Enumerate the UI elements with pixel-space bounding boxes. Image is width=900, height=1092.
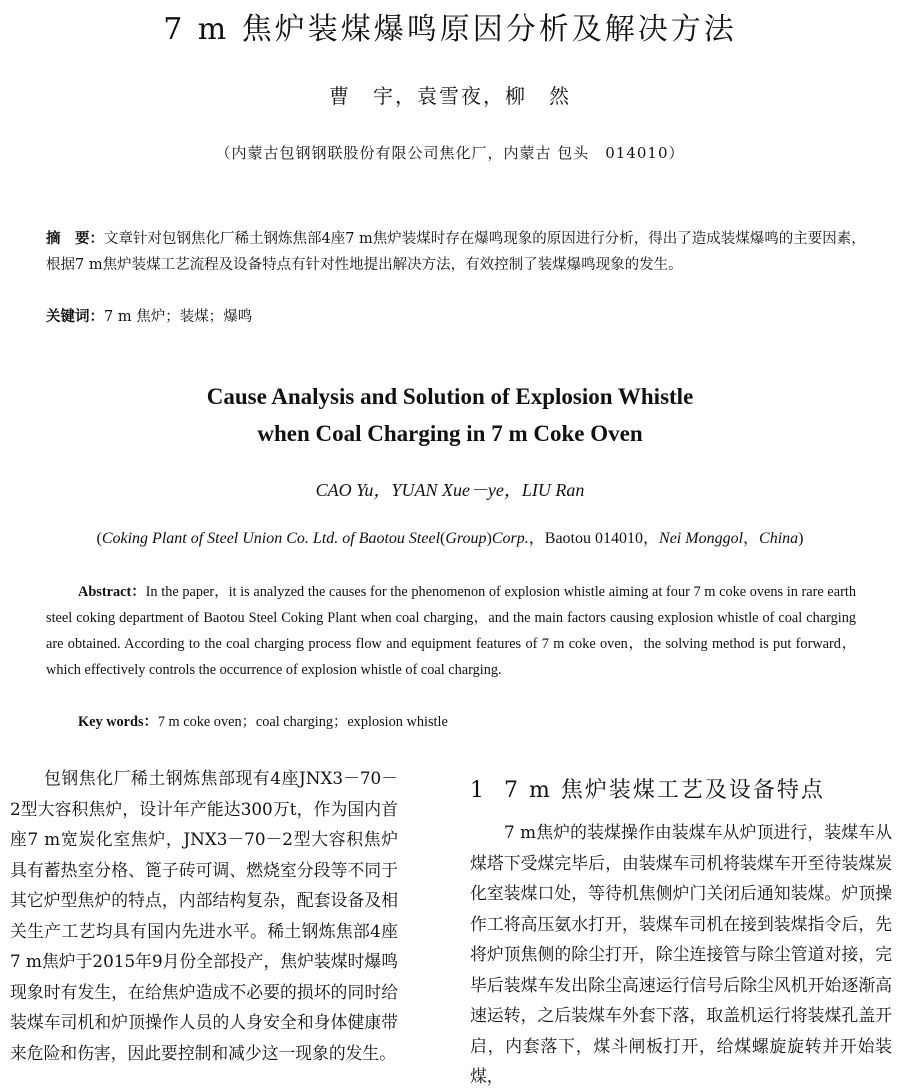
abstract-en-label: Abstract： bbox=[78, 584, 146, 600]
keywords-cn-text: 7 m 焦炉；装煤；爆鸣 bbox=[104, 309, 253, 325]
abstract-cn bbox=[46, 226, 866, 278]
abstract-cn-label: 摘 要： bbox=[46, 231, 104, 247]
section-1-title: 7 m 焦炉装煤工艺及设备特点 bbox=[504, 778, 825, 803]
keywords-en-label: Key words： bbox=[78, 714, 158, 730]
keywords-en-text: 7 m coke oven；coal charging；explosion whistle bbox=[157, 714, 448, 730]
keywords-cn-label: 关键词： bbox=[46, 309, 104, 325]
body-paragraph-intro: 包钢焦化厂稀土钢炼焦部现有4座JNX3－70－2型大容积焦炉，设计年产能达300万t，作为国内首座7 m宽炭化室焦炉，JNX3－70－2型大容积焦炉具有蓄热室分格、篦子砖可调、燃烧室分段等不同于其它炉型焦炉的特点，内部结构复杂，配套设备及相关生产工艺均具有国内先进水平。稀土钢炼焦部4座7 m焦炉于2015年9月份全部投产，焦炉装煤时爆鸣现象时有发生，在给焦炉造成不必要的损坏的同时给装煤车司机和炉顶操作人员的人身安全和身体健康带来危险和伤害，因此要控制和减少这一现象的发生。 bbox=[10, 768, 398, 1063]
abstract-cn-text: 文章针对包钢焦化厂稀土钢炼焦部4座7 m焦炉装煤时存在爆鸣现象的原因进行分析，得出了造成装煤爆鸣的主要因素，根据7 m焦炉装煤工艺流程及设备特点有针对性地提出解决方法，有效控制了装煤爆鸣现象的发生。 bbox=[46, 231, 866, 273]
abstract-en bbox=[46, 579, 856, 683]
affiliation-en-region: Nei Monggol bbox=[659, 530, 744, 547]
affiliation-en-city: ，Baotou 014010， bbox=[528, 530, 660, 547]
section-1-heading bbox=[470, 771, 892, 811]
affiliation-en-country: China bbox=[759, 530, 799, 547]
affiliation-en: (Coking Plant of Steel Union Co. Ltd. of Baotou Steel(Group)Corp.，Baotou 014010，Nei Monggol，China) bbox=[96, 530, 804, 547]
abstract-en-text: In the paper，it is analyzed the causes for the phenomenon of explosion whistle aiming at four 7 m coke ovens in rare earth steel coking department of Baotou Steel Coking Plant when coal charging，and the main factors causing explosion whistle of coal charging are obtained. According to the coal charging process flow and equipment features of 7 m coke oven，the solving method is put forward，which effectively controls the occurrence of explosion whistle of coal charging. bbox=[46, 584, 856, 678]
affiliation-en-org: Coking Plant of Steel Union Co. Ltd. of Baotou Steel bbox=[101, 530, 441, 547]
authors-en: CAO Yu，YUAN Xue－ye，LIU Ran bbox=[315, 480, 585, 500]
paper-title-en-line1: Cause Analysis and Solution of Explosion Whistle bbox=[206, 384, 694, 409]
paper-title-en-line2: when Coal Charging in 7 m Coke Oven bbox=[257, 421, 643, 446]
affiliation-en-corp: Corp. bbox=[491, 530, 529, 547]
affiliation-cn: （内蒙古包钢钢联股份有限公司焦化厂，内蒙古 包头 014010） bbox=[215, 144, 685, 162]
section-1-paragraph: 7 m焦炉的装煤操作由装煤车从炉顶进行，装煤车从煤塔下受煤完毕后，由装煤车司机将装煤车开至待装煤炭化室装煤口处，等待机焦侧炉门关闭后通知装煤。炉顶操作工将高压氨水打开，装煤车司机在接到装煤指令后，先将炉顶焦侧的除尘打开，除尘连接管与除尘管道对接，完毕后装煤车发出除尘高速运行信号后除尘风机开始逐渐高速运转，之后装煤车外套下落，取盖机运行将装煤孔盖开启，内套落下，煤斗闸板打开，给煤螺旋旋转并开始装煤， bbox=[470, 822, 892, 1086]
authors-cn: 曹 宇，袁雪夜，柳 然 bbox=[329, 84, 571, 108]
section-1 bbox=[470, 763, 892, 1092]
paper-title-cn: 7 m 焦炉装煤爆鸣原因分析及解决方法 bbox=[163, 12, 737, 47]
affiliation-en-group: Group bbox=[445, 530, 487, 547]
keywords-en bbox=[78, 709, 888, 735]
section-1-number: 1 bbox=[470, 778, 486, 803]
keywords-cn bbox=[46, 304, 866, 330]
affiliation-en-sep: ， bbox=[743, 530, 760, 547]
